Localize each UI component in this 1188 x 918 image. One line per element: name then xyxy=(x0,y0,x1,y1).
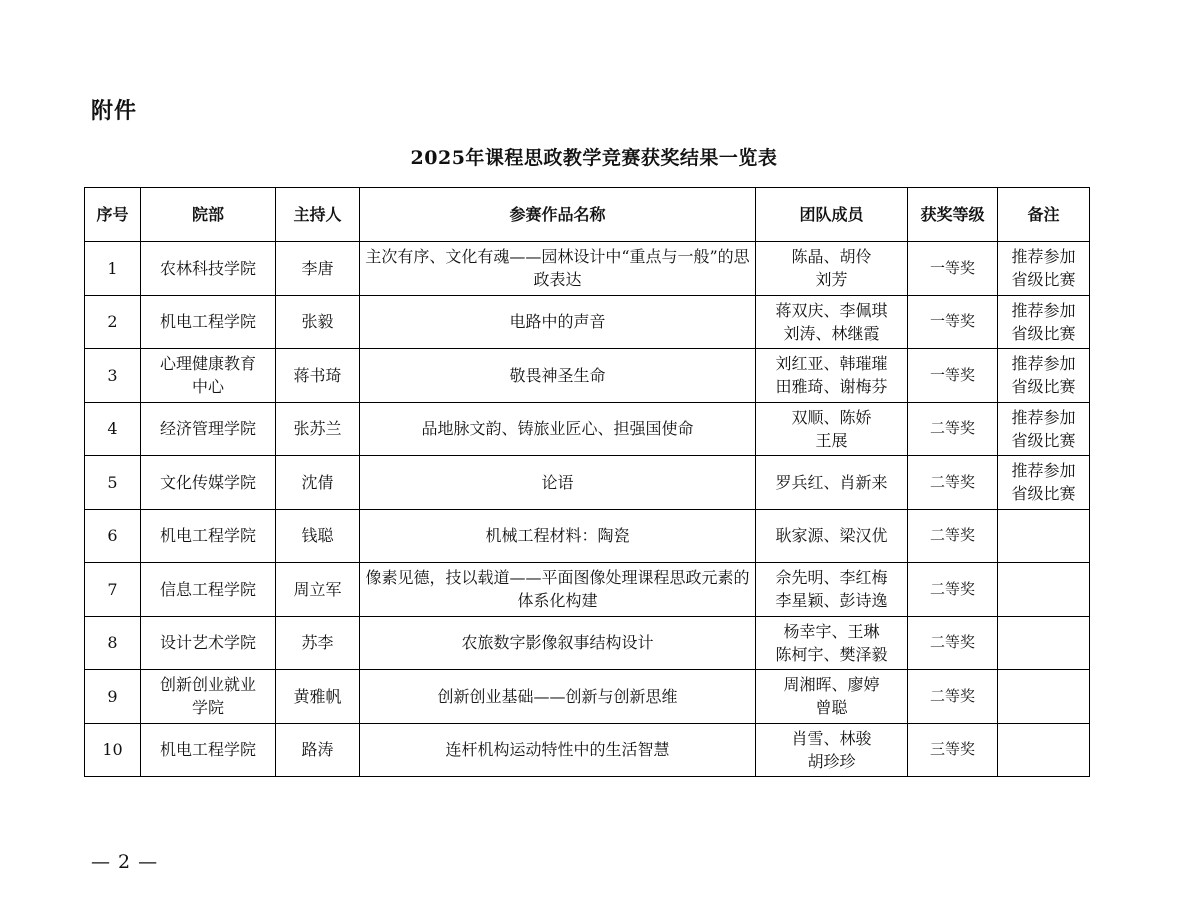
cell-dept: 创新创业就业 学院 xyxy=(141,670,276,724)
cell-no: 10 xyxy=(85,723,141,777)
column-header-no: 序号 xyxy=(85,188,141,242)
cell-award: 二等奖 xyxy=(908,563,998,617)
cell-host: 路涛 xyxy=(276,723,360,777)
page-number: — 2 — xyxy=(91,851,159,873)
cell-host: 周立军 xyxy=(276,563,360,617)
cell-award: 二等奖 xyxy=(908,670,998,724)
cell-work: 敬畏神圣生命 xyxy=(360,349,756,403)
table-row xyxy=(85,616,1090,670)
cell-work: 农旅数字影像叙事结构设计 xyxy=(360,616,756,670)
cell-members: 周湘晖、廖婷 曾聪 xyxy=(756,670,908,724)
cell-members: 刘红亚、韩璀璀 田雅琦、谢梅芬 xyxy=(756,349,908,403)
table-row xyxy=(85,242,1090,296)
cell-members: 耿家源、梁汉优 xyxy=(756,509,908,563)
cell-work: 机械工程材料：陶瓷 xyxy=(360,509,756,563)
attachment-label: 附件 xyxy=(91,99,138,124)
cell-work: 电路中的声音 xyxy=(360,295,756,349)
cell-award: 一等奖 xyxy=(908,242,998,296)
cell-host: 张苏兰 xyxy=(276,402,360,456)
cell-no: 6 xyxy=(85,509,141,563)
cell-members: 佘先明、李红梅 李星颖、彭诗逸 xyxy=(756,563,908,617)
cell-award: 二等奖 xyxy=(908,456,998,510)
cell-no: 9 xyxy=(85,670,141,724)
table-header-row xyxy=(85,188,1090,242)
document-title: 2025年课程思政教学竞赛获奖结果一览表 xyxy=(410,147,778,169)
column-header-members: 团队成员 xyxy=(756,188,908,242)
cell-host: 黄雅帆 xyxy=(276,670,360,724)
cell-host: 张毅 xyxy=(276,295,360,349)
cell-no: 5 xyxy=(85,456,141,510)
cell-dept: 机电工程学院 xyxy=(141,295,276,349)
cell-award: 二等奖 xyxy=(908,616,998,670)
table-row xyxy=(85,402,1090,456)
cell-award: 二等奖 xyxy=(908,509,998,563)
cell-work: 主次有序、文化有魂——园林设计中“重点与一般”的思政表达 xyxy=(360,242,756,296)
cell-no: 4 xyxy=(85,402,141,456)
cell-dept: 设计艺术学院 xyxy=(141,616,276,670)
cell-no: 2 xyxy=(85,295,141,349)
table-row xyxy=(85,563,1090,617)
cell-work: 像素见德，技以载道——平面图像处理课程思政元素的体系化构建 xyxy=(360,563,756,617)
table-row xyxy=(85,723,1090,777)
table-row xyxy=(85,456,1090,510)
column-header-dept: 院部 xyxy=(141,188,276,242)
cell-work: 连杆机构运动特性中的生活智慧 xyxy=(360,723,756,777)
cell-members: 罗兵红、肖新来 xyxy=(756,456,908,510)
cell-note: 推荐参加 省级比赛 xyxy=(998,295,1090,349)
cell-note xyxy=(998,509,1090,563)
cell-dept: 机电工程学院 xyxy=(141,723,276,777)
cell-work: 创新创业基础——创新与创新思维 xyxy=(360,670,756,724)
cell-host: 钱聪 xyxy=(276,509,360,563)
table-row xyxy=(85,349,1090,403)
cell-dept: 经济管理学院 xyxy=(141,402,276,456)
cell-note: 推荐参加 省级比赛 xyxy=(998,456,1090,510)
cell-award: 三等奖 xyxy=(908,723,998,777)
cell-note: 推荐参加 省级比赛 xyxy=(998,402,1090,456)
column-header-note: 备注 xyxy=(998,188,1090,242)
cell-members: 陈晶、胡伶 刘芳 xyxy=(756,242,908,296)
column-header-award: 获奖等级 xyxy=(908,188,998,242)
cell-host: 李唐 xyxy=(276,242,360,296)
cell-no: 3 xyxy=(85,349,141,403)
cell-award: 一等奖 xyxy=(908,349,998,403)
cell-host: 苏李 xyxy=(276,616,360,670)
table-row xyxy=(85,509,1090,563)
cell-members: 蒋双庆、李佩琪 刘涛、林继霞 xyxy=(756,295,908,349)
cell-members: 双顺、陈娇 王展 xyxy=(756,402,908,456)
cell-dept: 文化传媒学院 xyxy=(141,456,276,510)
cell-no: 7 xyxy=(85,563,141,617)
cell-note xyxy=(998,670,1090,724)
cell-host: 蒋书琦 xyxy=(276,349,360,403)
cell-no: 1 xyxy=(85,242,141,296)
cell-note xyxy=(998,723,1090,777)
cell-note xyxy=(998,563,1090,617)
cell-work: 论语 xyxy=(360,456,756,510)
cell-no: 8 xyxy=(85,616,141,670)
cell-note: 推荐参加 省级比赛 xyxy=(998,349,1090,403)
table-row xyxy=(85,295,1090,349)
results-table xyxy=(84,187,1090,777)
cell-award: 一等奖 xyxy=(908,295,998,349)
cell-members: 杨幸宇、王琳 陈柯宇、樊泽毅 xyxy=(756,616,908,670)
cell-note xyxy=(998,616,1090,670)
cell-dept: 农林科技学院 xyxy=(141,242,276,296)
table-row xyxy=(85,670,1090,724)
cell-award: 二等奖 xyxy=(908,402,998,456)
cell-dept: 机电工程学院 xyxy=(141,509,276,563)
cell-dept: 信息工程学院 xyxy=(141,563,276,617)
column-header-work: 参赛作品名称 xyxy=(360,188,756,242)
cell-note: 推荐参加 省级比赛 xyxy=(998,242,1090,296)
cell-host: 沈倩 xyxy=(276,456,360,510)
cell-members: 肖雪、林骏 胡珍珍 xyxy=(756,723,908,777)
column-header-host: 主持人 xyxy=(276,188,360,242)
cell-work: 品地脉文韵、铸旅业匠心、担强国使命 xyxy=(360,402,756,456)
cell-dept: 心理健康教育 中心 xyxy=(141,349,276,403)
